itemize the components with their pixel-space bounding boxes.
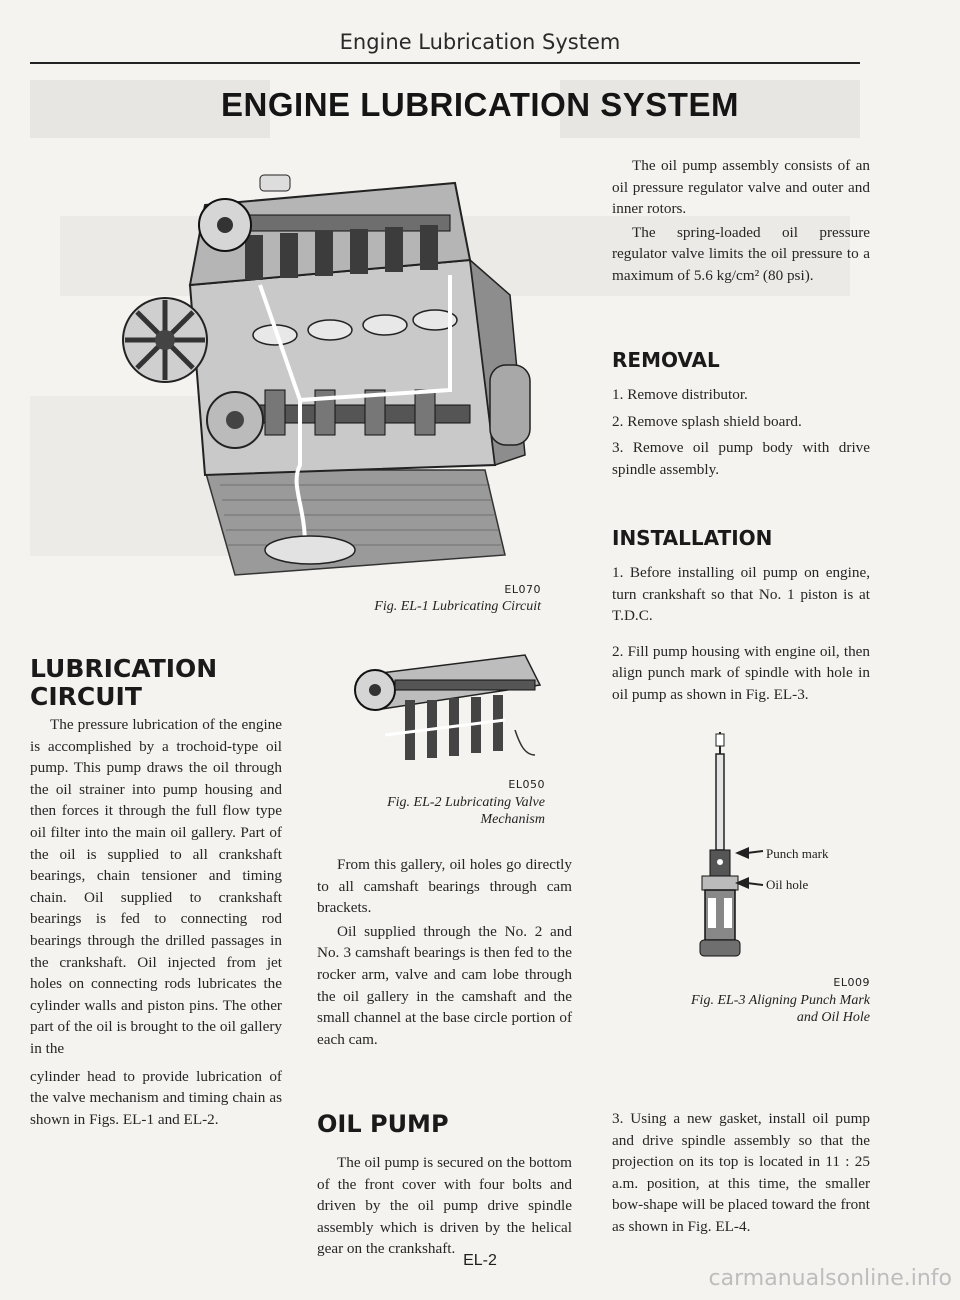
valve-mechanism-illustration (345, 645, 545, 780)
label-punch-mark: Punch mark (766, 846, 829, 861)
arrow-left-icon (735, 877, 749, 889)
watermark: carmanualsonline.info (708, 1266, 952, 1291)
oil-gallery (385, 720, 505, 735)
heading-oil-pump: OIL PUMP (317, 1110, 449, 1138)
removal-step: 2. Remove splash shield board. (612, 412, 802, 430)
oil-strainer (265, 536, 355, 564)
heading-line: CIRCUIT (30, 682, 142, 711)
paragraph: The oil pump is secured on the bottom of the front cover with four bolts and driven by the oil pump drive spindle assembly which is driven by the helical gear on the crankshaft. (317, 1154, 572, 1258)
figure-code-el050: EL050 (508, 778, 545, 791)
heading-installation: INSTALLATION (612, 526, 773, 550)
page-number: EL-2 (463, 1252, 497, 1269)
figure-code-el009: EL009 (833, 976, 870, 989)
oil-pan (205, 470, 505, 575)
oil-pump-text (317, 1152, 572, 1260)
oil-filter (490, 365, 530, 445)
caption-line: Fig. EL-2 Lubricating Valve (387, 795, 545, 810)
figure-code-el070: EL070 (504, 583, 541, 596)
figure-caption-el2 (320, 794, 545, 828)
camshaft (220, 215, 450, 231)
installation-step: 1. Before installing oil pump on engine, turn crankshaft so that No. 1 piston is at T.D.C. (612, 564, 870, 625)
paragraph: The pressure lubrication of the engine is accomplished by a trochoid-type oil pump. This pump draws the oil through the oil strainer into pump housing and then forces it through the full flow type oil filter into the main oil gallery. Part of the oil is supplied to all crankshaft bearings, chain tensioner and timing chain. Oil supplied to crankshaft bearings is fed to connecting rod bearings through the drilled passages in the crankshaft. Oil injected from jet holes on connecting rods lubricates the cylinder walls and piston pins. The other part of the oil is brought to the oil gallery in the (30, 716, 282, 1057)
caption-line: and Oil Hole (796, 1010, 870, 1025)
oil-pump-base (700, 940, 740, 956)
installation-step: 2. Fill pump housing with engine oil, then align punch mark of spindle with hole in oil pump as shown in Fig. EL-3. (612, 642, 870, 703)
figure-caption-el1: Fig. EL-1 Lubricating Circuit (374, 599, 541, 614)
heading-removal: REMOVAL (612, 348, 720, 372)
figure-caption-el3 (600, 992, 870, 1026)
installation-steps-top (612, 562, 870, 711)
header-rule (30, 62, 860, 64)
removal-step: 3. Remove oil pump body with drive spindle assembly. (612, 439, 870, 478)
label-oil-hole: Oil hole (766, 877, 809, 892)
removal-steps (612, 384, 870, 485)
right-column-intro (612, 155, 870, 287)
paragraph: From this gallery, oil holes go directly to all camshaft bearings through cam brackets. (317, 856, 572, 917)
callout-arrows (735, 843, 765, 903)
spindle-shaft (716, 754, 724, 850)
running-head: Engine Lubrication System (339, 30, 621, 54)
lubrication-circuit-text (30, 714, 282, 1130)
paragraph: The spring-loaded oil pressure regulator valve limits the oil pressure to a maximum of 5.6 kg/cm² (80 psi). (612, 223, 870, 284)
heading-lubrication-circuit (30, 655, 217, 711)
installation-steps-bottom (612, 1108, 870, 1243)
camshaft (395, 680, 535, 690)
punch-mark (717, 859, 723, 865)
removal-step: 1. Remove distributor. (612, 386, 748, 403)
installation-step: 3. Using a new gasket, install oil pump and drive spindle assembly so that the projection on its top is located in 11 : 25 a.m. position, at this time, the smaller bow-shape will be placed toward the front as shown in Fig. EL-4. (612, 1110, 870, 1235)
heading-line: LUBRICATION (30, 654, 218, 683)
engine-cutaway-illustration (110, 165, 540, 585)
caption-line: Fig. EL-3 Aligning Punch Mark (691, 993, 870, 1008)
page-title: ENGINE LUBRICATION SYSTEM (221, 86, 739, 123)
paragraph: Oil supplied through the No. 2 and No. 3 camshaft bearings is then fed to the rocker arm, valve and cam lobe through the oil gallery in the camshaft and the small channel at the base circle portion of each cam. (317, 922, 572, 1048)
paragraph: cylinder head to provide lubrication of the valve mechanism and timing chain as shown in Figs. EL-1 and EL-2. (30, 1067, 282, 1128)
caption-line: Mechanism (480, 812, 545, 827)
paragraph: The oil pump assembly consists of an oil pressure regulator valve and outer and inner rotors. (612, 157, 870, 218)
arrow-left-icon (735, 847, 749, 859)
middle-column-text (317, 854, 572, 1050)
oil-filler-cap (260, 175, 290, 191)
